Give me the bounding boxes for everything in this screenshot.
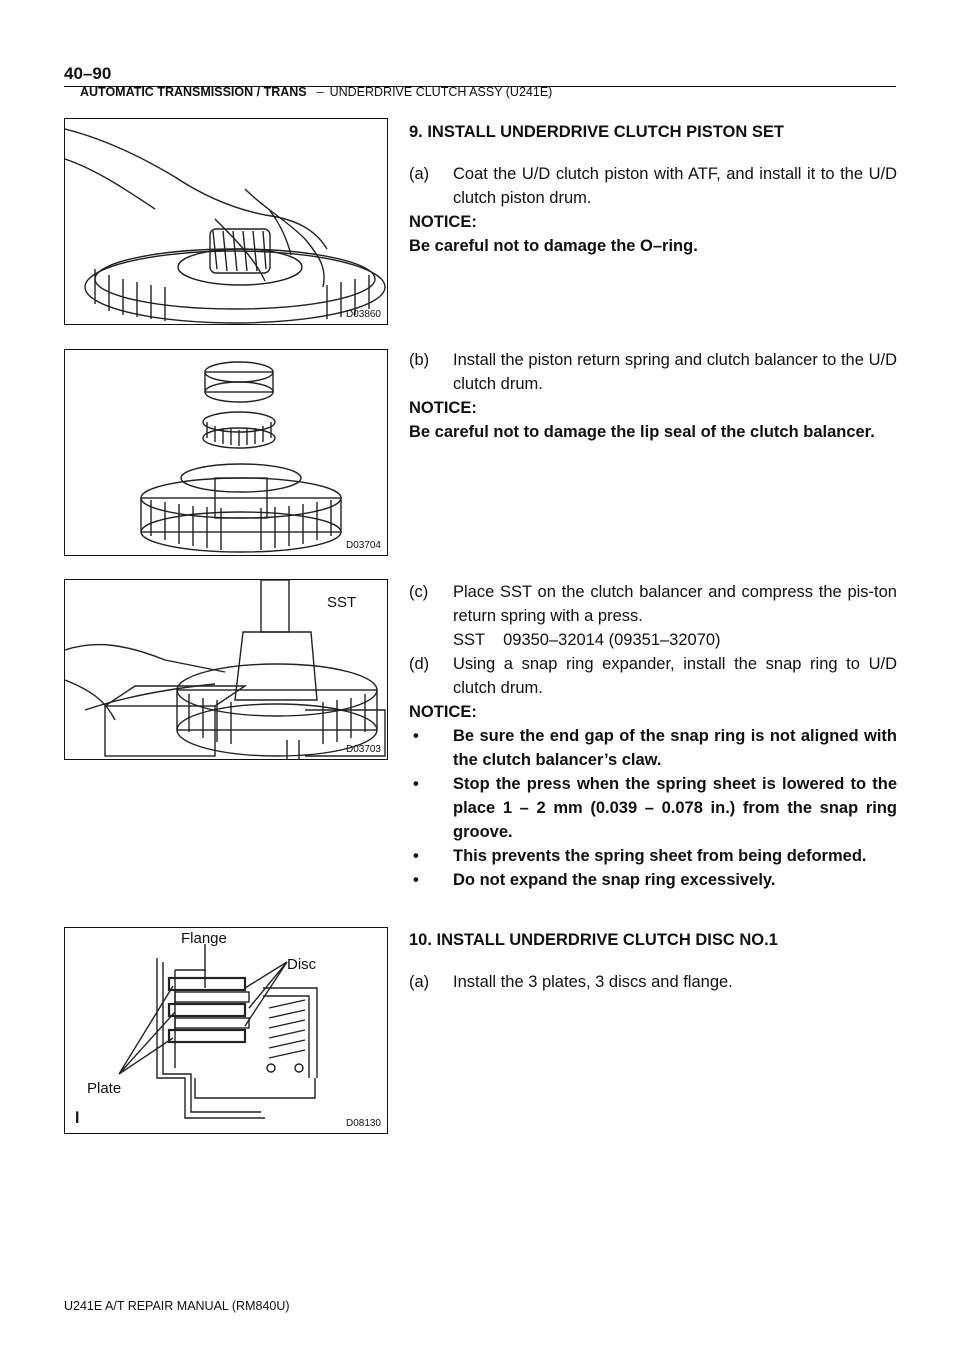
sst-label: SST (327, 594, 357, 611)
clutch-plate-disc-cross-section-illustration (65, 928, 388, 1134)
sst-label: SST (453, 631, 486, 649)
subsection-title: UNDERDRIVE CLUTCH ASSY (U241E) (329, 85, 553, 99)
section-title: AUTOMATIC TRANSMISSION / TRANS (80, 85, 307, 99)
bullet-text: Be sure the end gap of the snap ring is not aligned with the clutch balancer’s claw. (453, 727, 897, 769)
bullet-text: Stop the press when the spring sheet is lowered to the place 1 – 2 mm (0.039 – 0.078 in.) from the snap ring groove. (453, 775, 897, 841)
bullet-text: Do not expand the snap ring excessively. (453, 871, 776, 889)
flange-label: Flange (181, 930, 227, 947)
step-text: Install the 3 plates, 3 discs and flange. (453, 973, 733, 991)
step-marker: (b) (409, 351, 430, 369)
notice-label: NOTICE: (409, 703, 477, 721)
step-text: Place SST on the clutch balancer and compress the pis-ton return spring with a press. (453, 583, 897, 625)
manual-footer: U241E A/T REPAIR MANUAL (RM840U) (64, 1299, 290, 1313)
step-marker: (c) (409, 583, 429, 601)
figure-d03704 (64, 349, 388, 556)
figure-code: D03703 (345, 744, 381, 755)
bullet-mark: • (413, 871, 419, 889)
sst-number: 09350–32014 (09351–32070) (503, 631, 721, 649)
bullet-mark: • (413, 775, 419, 793)
header-rule (64, 86, 896, 87)
step-9b (409, 348, 897, 444)
step-10a (409, 970, 897, 994)
disc-label: Disc (287, 956, 317, 973)
bullet-text: This prevents the spring sheet from being deformed. (453, 847, 867, 865)
notice-text: Be careful not to damage the lip seal of the clutch balancer. (409, 423, 875, 441)
figure-code: D03860 (345, 309, 381, 320)
step-9-title: 9. INSTALL UNDERDRIVE CLUTCH PISTON SET (409, 123, 784, 141)
figure-code: D03704 (345, 540, 381, 551)
notice-label: NOTICE: (409, 213, 477, 231)
sst-number-line (409, 628, 897, 652)
figure-d08130 (64, 927, 388, 1134)
step-text: Coat the U/D clutch piston with ATF, and install it to the U/D clutch piston drum. (453, 165, 897, 207)
step-marker: (d) (409, 655, 430, 673)
step-text: Using a snap ring expander, install the snap ring to U/D clutch drum. (453, 655, 897, 697)
bullet-mark: • (413, 847, 419, 865)
step-9a (409, 162, 897, 258)
step-9c (409, 580, 897, 892)
figure-d03860 (64, 118, 388, 325)
step-10-title: 10. INSTALL UNDERDRIVE CLUTCH DISC NO.1 (409, 931, 778, 949)
step-marker: (a) (409, 973, 430, 991)
figure-mark: ꟾ (75, 1112, 80, 1126)
step-text: Install the piston return spring and clutch balancer to the U/D clutch drum. (453, 351, 897, 393)
figure-code: D08130 (345, 1118, 381, 1129)
page-number: 40–90 (64, 64, 112, 83)
section-header (80, 85, 552, 99)
figure-d03703 (64, 579, 388, 760)
notice-bullet (409, 772, 897, 844)
notice-text: Be careful not to damage the O–ring. (409, 237, 698, 255)
plate-label: Plate (87, 1080, 122, 1097)
notice-label: NOTICE: (409, 399, 477, 417)
spring-balancer-drum-exploded-illustration (65, 350, 388, 556)
notice-bullet (409, 844, 897, 868)
step-marker: (a) (409, 165, 430, 183)
notice-bullet (409, 868, 897, 892)
bullet-mark: • (413, 727, 419, 745)
hand-installing-piston-illustration (65, 119, 388, 325)
header-separator: – (316, 85, 324, 99)
notice-bullet (409, 724, 897, 772)
